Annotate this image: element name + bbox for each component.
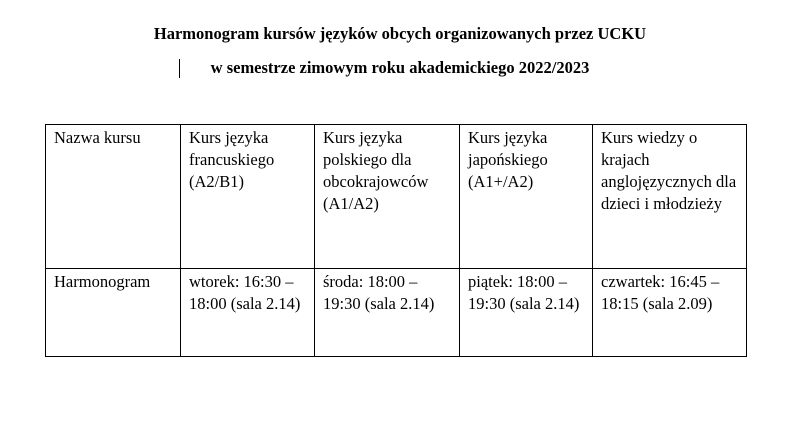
table-cell[interactable]: środa: 18:00 – 19:30 (sala 2.14) [315,269,460,357]
table-cell[interactable]: Kurs języka japońskiego (A1+/A2) [460,125,593,269]
table-cell[interactable]: piątek: 18:00 – 19:30 (sala 2.14) [460,269,593,357]
table-header-row [46,125,747,269]
table-cell[interactable]: wtorek: 16:30 – 18:00 (sala 2.14) [181,269,315,357]
document-title-line-2: w semestrze zimowym roku akademickiego 2022/2023 [210,58,590,77]
text-cursor [179,59,180,78]
table-cell[interactable]: czwartek: 16:45 – 18:15 (sala 2.09) [593,269,747,357]
course-schedule-table [45,124,747,357]
table-cell[interactable]: Kurs języka polskiego dla obcokrajowców (A1/A2) [315,125,460,269]
table-cell[interactable]: Kurs wiedzy o krajach anglojęzycznych dla dzieci i młodzieży [593,125,747,269]
table-cell[interactable]: Nazwa kursu [46,125,181,269]
table-cell[interactable]: Kurs języka francuskiego (A2/B1) [181,125,315,269]
table-cell[interactable]: Harmonogram [46,269,181,357]
document-title-line-1: Harmonogram kursów języków obcych organizowanych przez UCKU [153,24,647,43]
table-row [46,269,747,357]
